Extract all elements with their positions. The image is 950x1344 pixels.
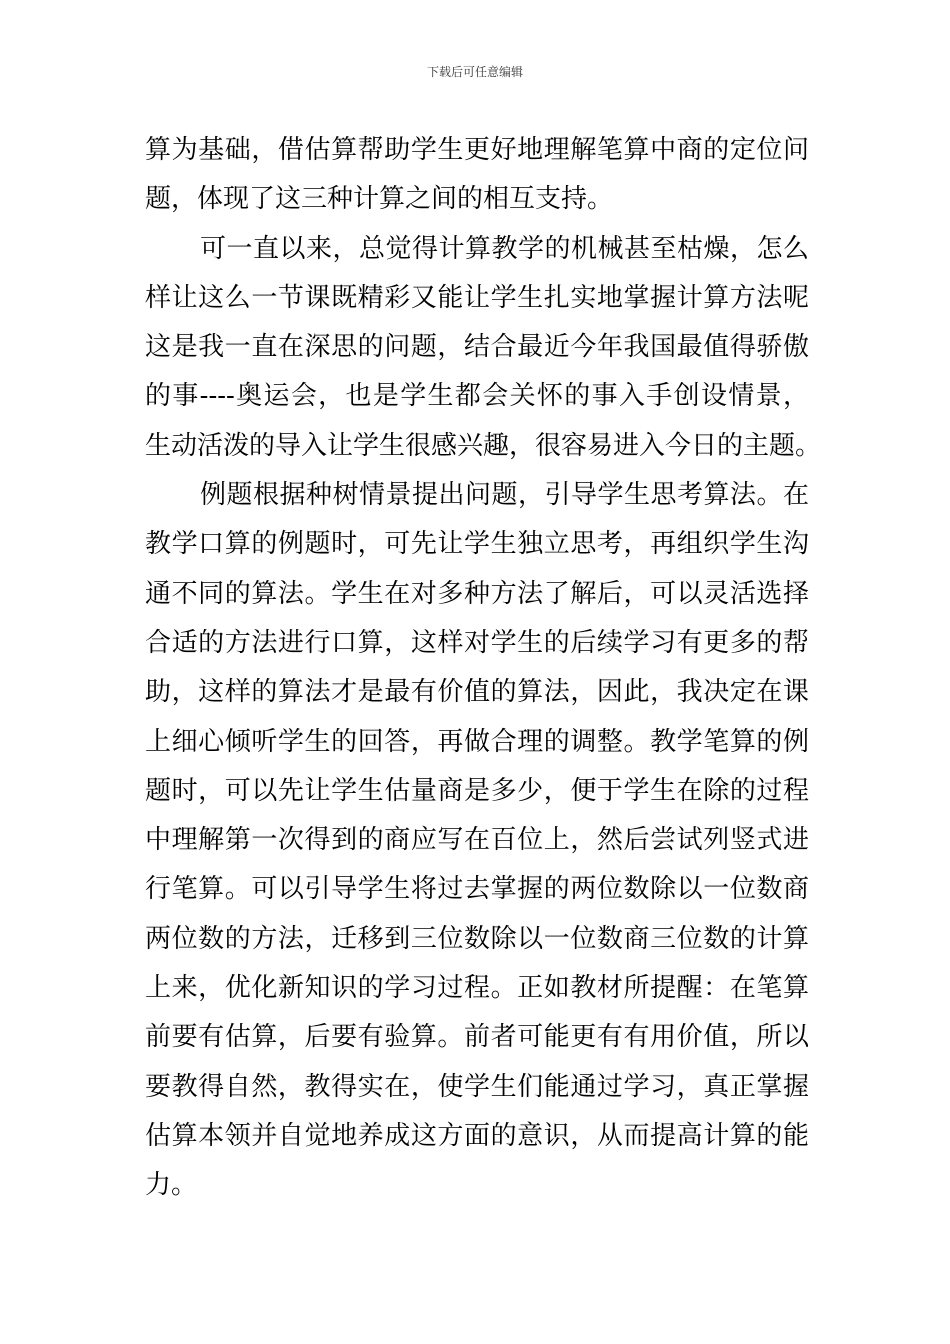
- text-line: 样让这么一节课既精彩又能让学生扎实地掌握计算方法呢: [145, 282, 809, 313]
- paragraph: [145, 126, 809, 225]
- page-header: 下载后可任意编辑: [426, 65, 523, 79]
- text-line: 题，体现了这三种计算之间的相互支持。: [145, 184, 614, 215]
- text-line: 前要有估算，后要有验算。前者可能更有有用价值，所以: [145, 1022, 809, 1053]
- text-line: 通不同的算法。学生在对多种方法了解后，可以灵活选择: [145, 578, 809, 609]
- text-line: 上来，优化新知识的学习过程。正如教材所提醒：在笔算: [145, 973, 809, 1004]
- text-line: 教学口算的例题时，可先让学生独立思考，再组织学生沟: [145, 529, 809, 560]
- text-line: 算为基础，借估算帮助学生更好地理解笔算中商的定位问: [145, 135, 809, 165]
- text-line: 这是我一直在深思的问题，结合最近今年我国最值得骄傲: [145, 332, 809, 363]
- document-body: [145, 126, 822, 1211]
- text-line: 两位数的方法，迁移到三位数除以一位数商三位数的计算: [145, 923, 809, 954]
- text-line: 中理解第一次得到的商应写在百位上，然后尝试列竖式进: [145, 825, 809, 856]
- text-line: 估算本领并自觉地养成这方面的意识，从而提高计算的能: [145, 1120, 809, 1151]
- text-line: 要教得自然，教得实在，使学生们能通过学习，真正掌握: [145, 1071, 809, 1102]
- paragraph: [145, 225, 822, 471]
- text-line: 例题根据种树情景提出问题，引导学生思考算法。在: [200, 480, 809, 511]
- text-line: 行笔算。可以引导学生将过去掌握的两位数除以一位数商: [145, 874, 809, 905]
- text-line: 题时，可以先让学生估量商是多少，便于学生在除的过程: [145, 775, 809, 806]
- text-line: 力。: [145, 1170, 198, 1201]
- text-line: 助，这样的算法才是最有价值的算法，因此，我决定在课: [145, 677, 809, 708]
- text-line: 生动活泼的导入让学生很感兴趣，很容易进入今日的主题。: [145, 430, 822, 461]
- text-line: 的事----奥运会，也是学生都会关怀的事入手创设情景，: [145, 381, 809, 412]
- text-line: 可一直以来，总觉得计算教学的机械甚至枯燥，怎么: [200, 233, 809, 264]
- text-line: 上细心倾听学生的回答，再做合理的调整。教学笔算的例: [145, 726, 809, 757]
- text-line: 合适的方法进行口算，这样对学生的后续学习有更多的帮: [145, 627, 809, 658]
- paragraph: [145, 471, 809, 1210]
